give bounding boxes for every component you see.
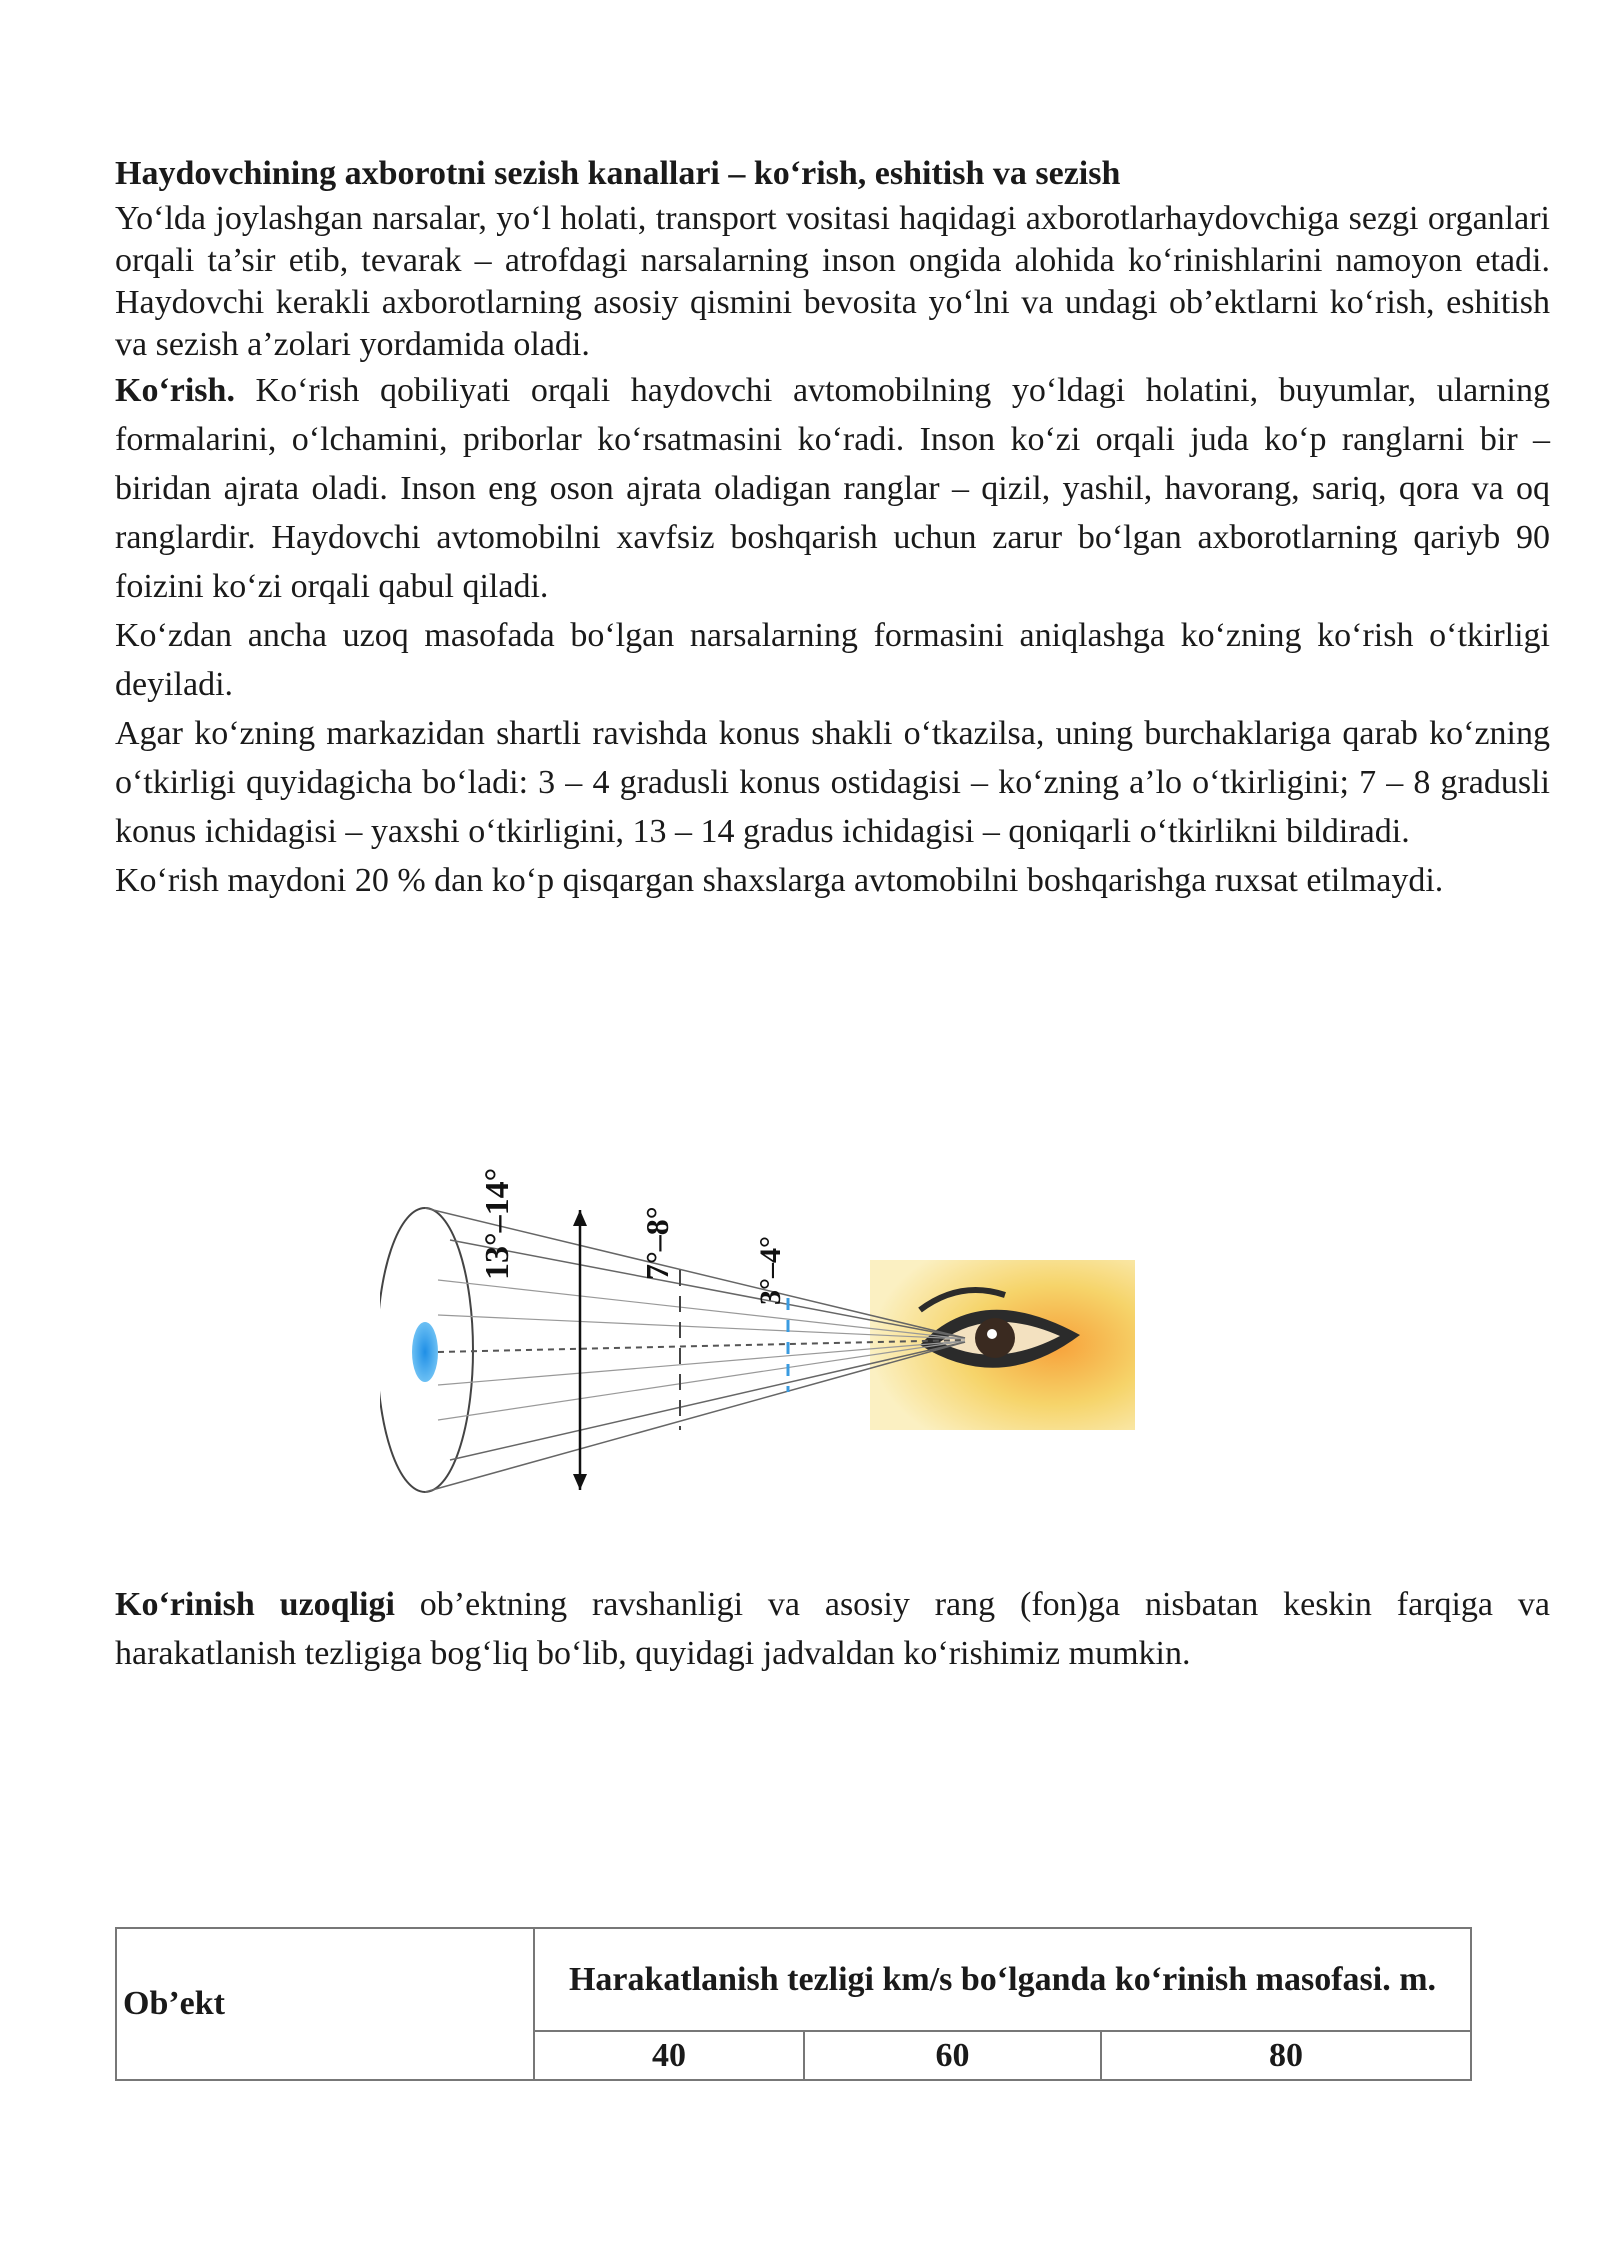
angle-label-3-4: 3°–4° [754, 1236, 787, 1305]
speed-cell-60: 60 [804, 2031, 1101, 2080]
vision-paragraph [115, 366, 1550, 611]
vision-cone-diagram [380, 1130, 1140, 1530]
speed-cell-80: 80 [1101, 2031, 1471, 2080]
visibility-table-wrap [115, 1927, 1472, 2081]
angle-label-13-14: 13°–14° [479, 1167, 516, 1280]
field-paragraph: Ko‘rish maydoni 20 % dan ko‘p qisqargan shaxslarga avtomobilni boshqarishga ruxsat etilmaydi. [115, 862, 1444, 899]
angle-label-7-8: 7°–8° [639, 1206, 675, 1280]
visibility-distance-table [115, 1927, 1472, 2081]
acuity-paragraph: Ko‘zdan ancha uzoq masofada bo‘lgan narsalarning formasini aniqlashga ko‘zning ko‘rish o‘tkirligi deyiladi. [115, 617, 1550, 703]
document-title: Haydovchining axborotni sezish kanallari – ko‘rish, eshitish va sezish [115, 155, 1121, 192]
speed-cell-40: 40 [534, 2031, 804, 2080]
visibility-section [115, 1580, 1550, 1678]
document-body [115, 150, 1550, 905]
intro-paragraph: Yo‘lda joylashgan narsalar, yo‘l holati, transport vositasi haqidagi axborotlarhaydovchiga sezgi organlari orqali ta’sir etib, tevarak – atrofdagi narsalarning inson ongida alohida ko‘rinishlarini namoyon etadi. Haydovchi kerakli axborotlarning asosiy qismini bevosita yo‘lni va undagi ob’ektlarni ko‘rish, eshitish va sezish a’zolari yordamida oladi. [115, 200, 1550, 363]
speed-header-cell: Harakatlanish tezligi km/s bo‘lganda ko‘rinish masofasi. m. [534, 1928, 1471, 2031]
visibility-text: ob’ektning ravshanligi va asosiy rang (fon)ga nisbatan keskin farqiga va harakatlanish tezligiga bog‘liq bo‘lib, quyidagi jadvaldan ko‘rishimiz mumkin. [115, 1586, 1550, 1672]
table-header-row [116, 1928, 1471, 2031]
vision-lead: Ko‘rish. [115, 372, 235, 409]
arrow-down-icon [573, 1474, 587, 1490]
visibility-lead: Ko‘rinish uzoqligi [115, 1586, 395, 1623]
arrow-up-icon [573, 1210, 587, 1226]
vision-cone-figure [380, 1130, 1140, 1530]
cone-paragraph: Agar ko‘zning markazidan shartli ravishda konus shakli o‘tkazilsa, uning burchaklariga qarab ko‘zning o‘tkirligi quyidagicha bo‘ladi: 3 – 4 gradusli konus ostidagisi – ko‘zning a’lo o‘tkirligini; 7 – 8 gradusli konus ichidagisi – yaxshi o‘tkirligini, 13 – 14 gradus ichidagisi – qoniqarli o‘tkirlikni bildiradi. [115, 715, 1550, 850]
visibility-paragraph [115, 1580, 1550, 1678]
target-spot [412, 1322, 438, 1382]
vision-text: Ko‘rish qobiliyati orqali haydovchi avtomobilning yo‘ldagi holatini, buyumlar, ularning formalarini, o‘lchamini, priborlar ko‘rsatmasini ko‘radi. Inson ko‘zi orqali juda ko‘p ranglarni bir – biridan ajrata oladi. Inson eng oson ajrata oladigan ranglar – qizil, yashil, havorang, sariq, qora va oq ranglardir. Haydovchi avtomobilni xavfsiz boshqarish uchun zarur bo‘lgan axborotlarning qariyb 90 foizini ko‘zi orqali qabul qiladi. [115, 372, 1550, 605]
object-header-cell: Ob’ekt [116, 1928, 534, 2080]
